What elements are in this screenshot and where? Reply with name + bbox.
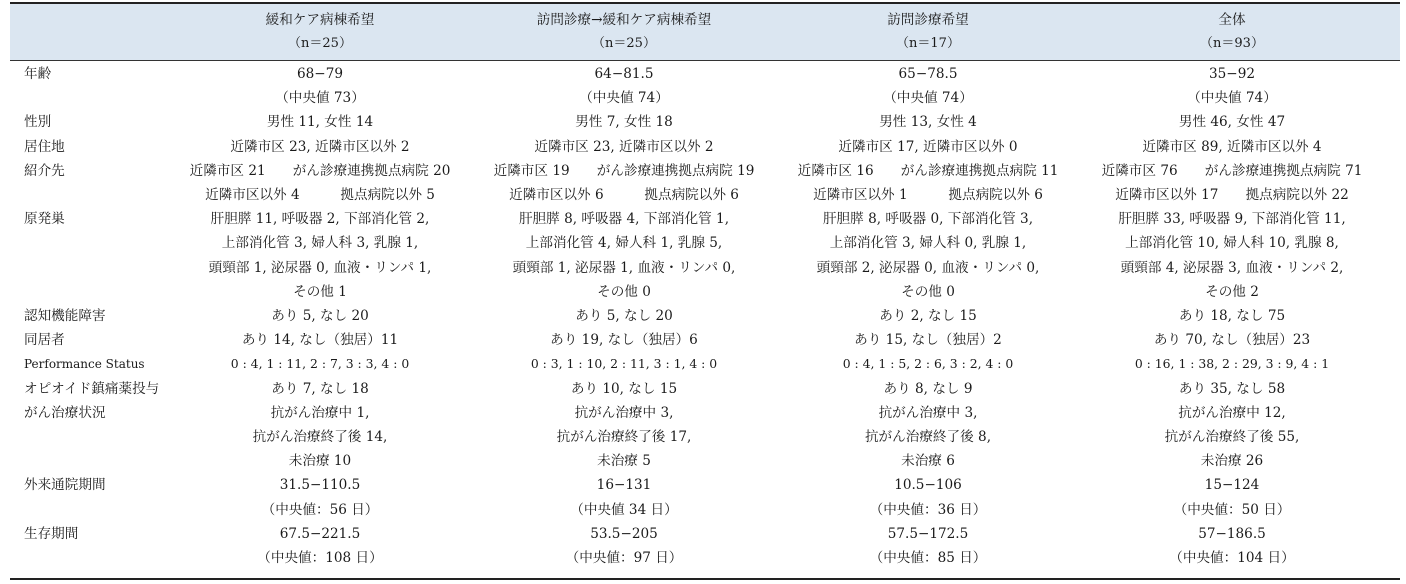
table-cell: [164, 377, 476, 401]
table-cell: [1076, 522, 1388, 570]
row-label: Performance Status: [24, 357, 145, 372]
column-title: 全体: [1218, 12, 1246, 28]
cell-line: 57.5−172.5: [887, 525, 969, 542]
cell-line: 抗がん治療終了後 17,: [556, 428, 692, 445]
table-cell: [1076, 110, 1388, 134]
cell-line: 15−124: [1204, 477, 1260, 494]
cell-line: 抗がん治療中 1,: [270, 404, 370, 421]
column-sample-size: （n＝25）: [592, 36, 656, 51]
cell-line: 未治療 5: [597, 453, 651, 470]
cell-line: あり 7, なし 18: [271, 380, 369, 397]
column-header-home-visit-to-ward: [464, 4, 784, 60]
table-cell: [772, 159, 1084, 207]
table-cell: [772, 473, 1084, 521]
cell-line: 抗がん治療終了後 8,: [864, 428, 992, 445]
table-cell: [772, 352, 1084, 376]
table-row: [10, 401, 1400, 474]
cell-line: 68−79: [297, 66, 343, 82]
cell-line: その他 2: [1205, 283, 1259, 300]
table-row: [10, 159, 1400, 207]
cell-line: （中央値 74）: [883, 90, 973, 107]
table-cell: [772, 328, 1084, 352]
table-cell: [1076, 135, 1388, 159]
cell-line: （中央値 74）: [1187, 90, 1277, 107]
cell-line: （中央値：85 日）: [869, 549, 987, 566]
table-cell: [468, 207, 780, 304]
cell-line: 35−92: [1209, 66, 1255, 82]
cell-line: 近隣市区 76 がん診療連携拠点病院 71: [1101, 162, 1363, 179]
cell-line: （中央値 73）: [275, 90, 365, 107]
table-cell: [772, 522, 1084, 570]
row-label: 認知機能障害: [24, 307, 106, 324]
cell-line: 男性 7, 女性 18: [575, 114, 673, 131]
cell-line: 67.5−221.5: [279, 525, 361, 542]
column-sample-size: （n＝25）: [288, 36, 352, 51]
cell-line: あり 35, なし 58: [1178, 380, 1286, 397]
table-cell: [468, 159, 780, 207]
cell-line: （中央値：108 日）: [257, 549, 383, 566]
cell-line: 16−131: [596, 477, 652, 494]
cell-line: 0 : 16, 1 : 38, 2 : 29, 3 : 9, 4 : 1: [1134, 356, 1330, 372]
table-cell: [1076, 159, 1388, 207]
cell-line: 上部消化管 3, 婦人科 0, 乳腺 1,: [829, 235, 1027, 252]
table-row: [10, 328, 1400, 352]
cell-line: 上部消化管 4, 婦人科 1, 乳腺 5,: [525, 235, 723, 252]
cell-line: 64−81.5: [594, 66, 654, 82]
table-cell: [468, 352, 780, 376]
cell-line: 31.5−110.5: [279, 477, 361, 494]
table-cell: [772, 304, 1084, 328]
table-cell: [468, 110, 780, 134]
column-header-total: [1072, 4, 1392, 60]
cell-line: 上部消化管 10, 婦人科 10, 乳腺 8,: [1125, 235, 1339, 252]
table-cell: [164, 304, 476, 328]
column-title: 緩和ケア病棟希望: [265, 12, 375, 28]
cell-line: その他 1: [293, 283, 347, 300]
cell-line: 肝胆膵 33, 呼吸器 9, 下部消化管 11,: [1118, 211, 1346, 228]
cell-line: 抗がん治療中 3,: [574, 404, 674, 421]
table-cell: [1076, 377, 1388, 401]
table-cell: [1076, 473, 1388, 521]
table-cell: [468, 328, 780, 352]
row-label: 原発巣: [24, 211, 65, 228]
table-cell: [1076, 328, 1388, 352]
table-cell: [164, 62, 476, 110]
cell-line: 肝胆膵 8, 呼吸器 0, 下部消化管 3,: [822, 211, 1034, 228]
column-header-home-visit: [768, 4, 1088, 60]
cell-line: 男性 11, 女性 14: [266, 114, 374, 131]
cell-line: あり 14, なし（独居）11: [241, 332, 399, 349]
cell-line: 頭頸部 1, 泌尿器 0, 血液・リンパ 1,: [208, 259, 432, 276]
table-body: [10, 62, 1400, 570]
cell-line: あり 70, なし（独居）23: [1153, 332, 1311, 349]
cell-line: あり 15, なし（独居）2: [854, 332, 1002, 349]
table-cell: [164, 473, 476, 521]
table-cell: [772, 62, 1084, 110]
row-label: 同居者: [24, 332, 65, 349]
cell-line: 頭頸部 4, 泌尿器 3, 血液・リンパ 2,: [1120, 259, 1344, 276]
cell-line: 0 : 4, 1 : 5, 2 : 6, 3 : 2, 4 : 0: [842, 356, 1014, 372]
cell-line: 頭頸部 1, 泌尿器 1, 血液・リンパ 0,: [512, 259, 736, 276]
cell-line: 未治療 10: [288, 453, 352, 470]
cell-line: 近隣市区 19 がん診療連携拠点病院 19: [493, 162, 755, 179]
table-cell: [164, 352, 476, 376]
cell-line: 近隣市区以外 6 拠点病院以外 6: [509, 186, 739, 203]
table-cell: [772, 401, 1084, 474]
cell-line: あり 10, なし 15: [570, 380, 678, 397]
cell-line: 上部消化管 3, 婦人科 3, 乳腺 1,: [221, 235, 419, 252]
column-title: 訪問診療希望: [887, 12, 969, 28]
cell-line: 男性 46, 女性 47: [1178, 114, 1286, 131]
cell-line: 近隣市区 16 がん診療連携拠点病院 11: [797, 162, 1059, 179]
cell-line: （中央値：104 日）: [1169, 549, 1295, 566]
cell-line: 近隣市区 23, 近隣市区以外 2: [534, 138, 714, 155]
cell-line: 近隣市区以外 17 拠点病院以外 22: [1115, 186, 1349, 203]
cell-line: 65−78.5: [898, 66, 958, 82]
table-cell: [164, 110, 476, 134]
table-cell: [772, 377, 1084, 401]
cell-line: その他 0: [597, 283, 651, 300]
row-label: がん治療状況: [24, 404, 106, 421]
cell-line: その他 0: [901, 283, 955, 300]
row-label: オピオイド鎮痛薬投与: [24, 380, 160, 397]
cell-line: あり 8, なし 9: [883, 380, 973, 397]
cell-line: 0 : 4, 1 : 11, 2 : 7, 3 : 3, 4 : 0: [230, 356, 410, 372]
patient-characteristics-table: [10, 0, 1400, 584]
row-label: 年齢: [24, 66, 52, 82]
table-cell: [164, 135, 476, 159]
row-label: 生存期間: [24, 525, 79, 542]
row-label: 居住地: [24, 138, 65, 155]
table-header-rule: [10, 60, 1400, 61]
cell-line: 近隣市区 17, 近隣市区以外 0: [838, 138, 1018, 155]
table-cell: [468, 62, 780, 110]
cell-line: 頭頸部 2, 泌尿器 0, 血液・リンパ 0,: [816, 259, 1040, 276]
column-sample-size: （n＝17）: [896, 36, 960, 51]
table-row: [10, 135, 1400, 159]
cell-line: （中央値：36 日）: [869, 501, 987, 518]
cell-line: 10.5−106: [894, 477, 962, 494]
cell-line: 53.5−205: [590, 525, 658, 542]
table-cell: [468, 377, 780, 401]
cell-line: 抗がん治療中 12,: [1178, 404, 1286, 421]
table-row: [10, 473, 1400, 521]
cell-line: 0 : 3, 1 : 10, 2 : 11, 3 : 1, 4 : 0: [530, 356, 718, 372]
table-cell: [468, 401, 780, 474]
table-cell: [468, 522, 780, 570]
cell-line: 肝胆膵 8, 呼吸器 4, 下部消化管 1,: [518, 211, 730, 228]
cell-line: あり 5, なし 20: [271, 307, 369, 324]
cell-line: （中央値：50 日）: [1173, 501, 1291, 518]
cell-line: （中央値：56 日）: [261, 501, 379, 518]
column-sample-size: （n＝93）: [1200, 36, 1264, 51]
table-row: [10, 62, 1400, 110]
cell-line: あり 18, なし 75: [1178, 307, 1286, 324]
table-row: [10, 110, 1400, 134]
table-row: [10, 352, 1400, 376]
table-cell: [164, 401, 476, 474]
cell-line: 近隣市区 89, 近隣市区以外 4: [1142, 138, 1322, 155]
table-cell: [1076, 207, 1388, 304]
cell-line: 近隣市区以外 4 拠点病院以外 5: [205, 186, 435, 203]
table-row: [10, 207, 1400, 304]
cell-line: （中央値 74）: [579, 90, 669, 107]
cell-line: 57−186.5: [1198, 525, 1266, 542]
row-label: 外来通院期間: [24, 477, 106, 494]
row-label: 紹介先: [24, 162, 65, 179]
cell-line: あり 19, なし（独居）6: [550, 332, 698, 349]
table-cell: [1076, 304, 1388, 328]
table-row: [10, 522, 1400, 570]
table-cell: [1076, 352, 1388, 376]
table-cell: [1076, 401, 1388, 474]
table-cell: [164, 207, 476, 304]
cell-line: 近隣市区以外 1 拠点病院以外 6: [813, 186, 1043, 203]
cell-line: 未治療 6: [901, 453, 955, 470]
cell-line: 抗がん治療終了後 55,: [1164, 428, 1300, 445]
cell-line: 抗がん治療終了後 14,: [252, 428, 388, 445]
cell-line: 男性 13, 女性 4: [879, 114, 977, 131]
cell-line: 肝胆膵 11, 呼吸器 2, 下部消化管 2,: [210, 211, 430, 228]
table-cell: [1076, 62, 1388, 110]
table-row: [10, 304, 1400, 328]
cell-line: 抗がん治療中 3,: [878, 404, 978, 421]
table-bottom-rule: [10, 578, 1400, 580]
table-cell: [772, 135, 1084, 159]
table-cell: [164, 159, 476, 207]
cell-line: 近隣市区 21 がん診療連携拠点病院 20: [189, 162, 451, 179]
cell-line: （中央値：97 日）: [565, 549, 683, 566]
table-cell: [468, 135, 780, 159]
column-title: 訪問診療→緩和ケア病棟希望: [536, 12, 712, 28]
cell-line: （中央値 34 日）: [570, 501, 678, 518]
table-cell: [164, 522, 476, 570]
table-cell: [772, 207, 1084, 304]
table-cell: [468, 304, 780, 328]
cell-line: あり 2, なし 15: [879, 307, 977, 324]
cell-line: あり 5, なし 20: [575, 307, 673, 324]
cell-line: 未治療 26: [1200, 453, 1264, 470]
table-row: [10, 377, 1400, 401]
table-cell: [772, 110, 1084, 134]
table-cell: [468, 473, 780, 521]
row-label: 性別: [24, 114, 52, 131]
cell-line: 近隣市区 23, 近隣市区以外 2: [230, 138, 410, 155]
table-cell: [164, 328, 476, 352]
column-header-palliative-ward: [160, 4, 480, 60]
